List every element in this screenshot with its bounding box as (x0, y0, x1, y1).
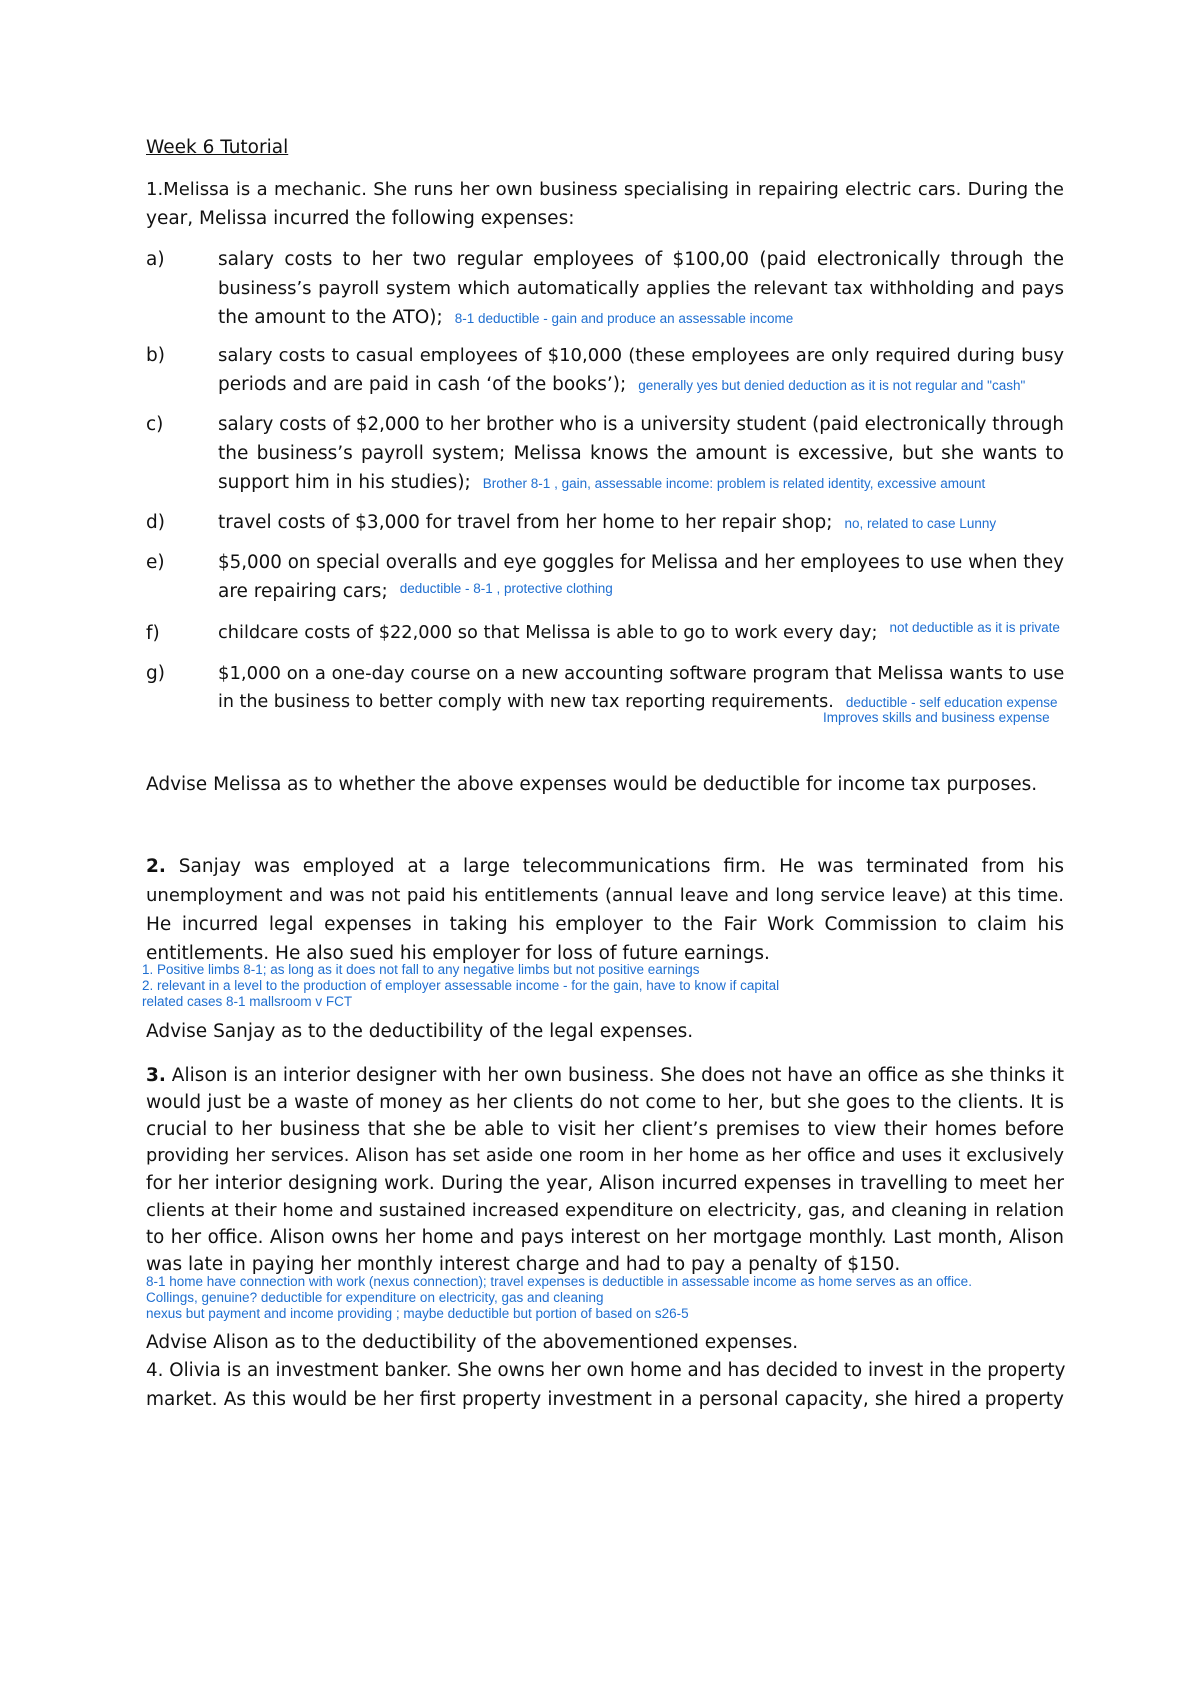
q2-advise: Advise Sanjay as to the deductibility of the legal expenses. (146, 1021, 694, 1042)
q2-annotation-3: related cases 8-1 mallsroom v FCT (142, 994, 353, 1009)
q3-line-1-text: Alison is an interior designer with her own business. She does not have an office as she thinks it (171, 1065, 1065, 1086)
q3-number: 3. (146, 1065, 166, 1086)
item-d-label: d) (146, 512, 165, 533)
q3-annotation-1: 8-1 home have connection with work (nexus connection); travel expenses is deductible in assessable income as home serves as an office. (146, 1274, 972, 1289)
item-b-annotation: generally yes but denied deduction as it is not regular and "cash" (638, 378, 1026, 393)
q4-line-1-text: Olivia is an investment banker. She owns her own home and has decided to invest in the property (169, 1360, 1066, 1381)
q2-number: 2. (146, 856, 166, 877)
item-e-line-1: $5,000 on special overalls and eye goggles for Melissa and her employees to use when they (218, 552, 1064, 573)
item-e-label: e) (146, 552, 165, 573)
item-c-text: support him in his studies); (218, 472, 471, 493)
item-d-line-1 (218, 508, 1064, 538)
item-c-annotation: Brother 8-1 , gain, assessable income: problem is related identity, excessive amount (482, 476, 986, 491)
q3-line-6: clients at their home and sustained increased expenditure on electricity, gas, and cleaning in relation (146, 1200, 1064, 1221)
q1-intro-line-1: 1.Melissa is a mechanic. She runs her own business specialising in repairing electric cars. During the (146, 179, 1064, 200)
q3-line-8: was late in paying her monthly interest charge and had to pay a penalty of $150. (146, 1254, 901, 1275)
item-b-text: periods and are paid in cash ‘of the books’); (218, 374, 627, 395)
q3-line-3: crucial to her business that she be able to visit her client’s premises to view their homes before (146, 1119, 1064, 1140)
q2-line-1 (146, 852, 1064, 881)
q3-line-1 (146, 1061, 1064, 1090)
item-g-label: g) (146, 663, 165, 684)
q2-line-4: entitlements. He also sued his employer for loss of future earnings. (146, 943, 770, 964)
q3-line-4: providing her services. Alison has set aside one room in her home as her office and uses it exclusively (146, 1146, 1064, 1166)
item-d-text: travel costs of $3,000 for travel from her home to her repair shop; (218, 512, 833, 533)
item-a-label: a) (146, 249, 165, 270)
q2-line-1-text: Sanjay was employed at a large telecommunications firm. He was terminated from his (178, 856, 1064, 877)
q1-intro-line-2: year, Melissa incurred the following expenses: (146, 208, 575, 229)
item-a-line-2: business’s payroll system which automatically applies the relevant tax withholding and pays (218, 278, 1064, 299)
item-c-line-1: salary costs of $2,000 to her brother who is a university student (paid electronically through (218, 414, 1064, 435)
item-a-line-3 (218, 303, 1064, 333)
q2-line-2: unemployment and was not paid his entitlements (annual leave and long service leave) at this time. (146, 885, 1064, 906)
item-a-text: the amount to the ATO); (218, 307, 443, 328)
item-a-line-1: salary costs to her two regular employees of $100,00 (paid electronically through the (218, 249, 1064, 270)
q1-advise: Advise Melissa as to whether the above expenses would be deductible for income tax purposes. (146, 774, 1038, 795)
q3-advise: Advise Alison as to the deductibility of the abovementioned expenses. (146, 1332, 799, 1353)
page-title: Week 6 Tutorial (146, 137, 289, 158)
q2-line-3: He incurred legal expenses in taking his employer to the Fair Work Commission to claim his (146, 914, 1064, 935)
item-c-label: c) (146, 414, 164, 435)
item-g-annotation: deductible - self education expense (845, 695, 1058, 710)
item-b-line-1: salary costs to casual employees of $10,000 (these employees are only required during busy (218, 345, 1064, 366)
item-e-text: are repairing cars; (218, 581, 388, 602)
item-g-annotation-2: Improves skills and business expense (823, 710, 1050, 725)
item-c-line-2: the business’s payroll system; Melissa knows the amount is excessive, but she wants to (218, 443, 1064, 464)
q3-line-5: for her interior designing work. During the year, Alison incurred expenses in travelling to meet her (146, 1173, 1064, 1194)
item-c-line-3 (218, 468, 1064, 498)
item-b-label: b) (146, 345, 165, 366)
item-f-label: f) (146, 623, 160, 644)
item-a-annotation: 8-1 deductible - gain and produce an assessable income (454, 311, 794, 326)
q3-line-2: would just be a waste of money as her clients do not come to her, but she goes to the clients. It is (146, 1092, 1064, 1113)
q2-annotation-1: 1. Positive limbs 8-1; as long as it does not fall to any negative limbs but not positive earnings (142, 962, 700, 977)
item-d-annotation: no, related to case Lunny (844, 516, 997, 531)
item-g-text: in the business to better comply with new tax reporting requirements. (218, 692, 834, 712)
item-f-annotation: not deductible as it is private (889, 620, 1060, 635)
q3-line-7: to her office. Alison owns her home and pays interest on her mortgage monthly. Last month, Alison (146, 1227, 1064, 1248)
q4-line-2: market. As this would be her first property investment in a personal capacity, she hired a property (146, 1389, 1064, 1410)
item-e-line-2 (218, 577, 1064, 607)
item-g-line-1: $1,000 on a one-day course on a new accounting software program that Melissa wants to use (218, 663, 1065, 684)
q4-number: 4. (146, 1360, 164, 1381)
q3-annotation-3: nexus but payment and income providing ; maybe deductible but portion of based on s26-5 (146, 1306, 689, 1321)
q2-annotation-2: 2. relevant in a level to the production of employer assessable income - for the gain, have to know if capital (142, 978, 780, 993)
q3-annotation-2: Collings, genuine? deductible for expenditure on electricity, gas and cleaning (146, 1290, 604, 1305)
q4-line-1 (146, 1356, 1064, 1385)
item-f-text: childcare costs of $22,000 so that Melissa is able to go to work every day; (218, 623, 878, 643)
item-f-line-1 (218, 619, 1064, 648)
item-e-annotation: deductible - 8-1 , protective clothing (399, 581, 613, 596)
item-b-line-2 (218, 370, 1064, 400)
